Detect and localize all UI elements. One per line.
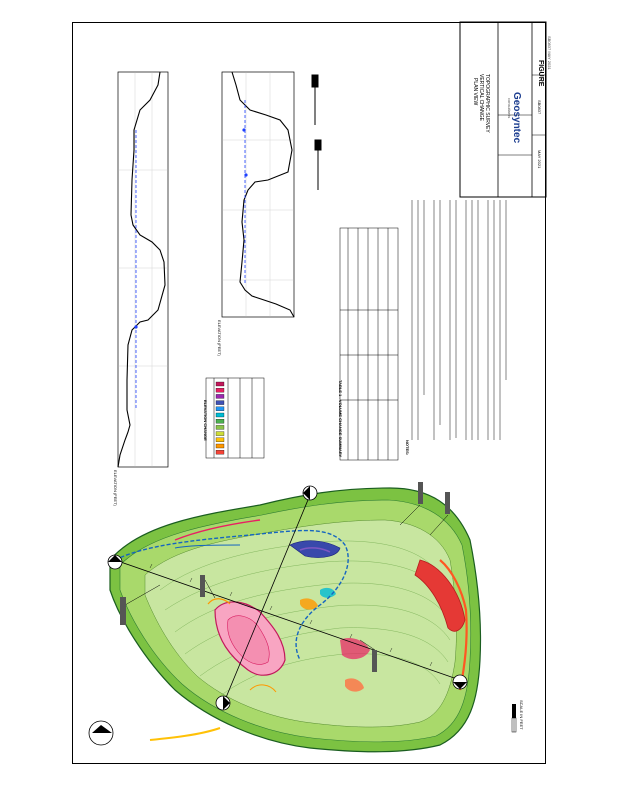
legend-title: ELEVATION CHANGE xyxy=(203,400,208,441)
legend-swatch xyxy=(216,425,224,429)
figure-label: FIGURE xyxy=(537,60,544,87)
project-number: SB0837 xyxy=(537,100,542,115)
legend-swatch xyxy=(216,450,224,454)
north-label: N xyxy=(98,729,104,734)
profile-top-ylabel: ELEVATION (FEET) xyxy=(113,470,118,506)
legend-swatch xyxy=(216,419,224,423)
section-marker-b1 xyxy=(303,486,317,500)
notes-heading: NOTES: xyxy=(405,440,410,456)
legend-swatch xyxy=(216,432,224,436)
company-logo: Geosyntec xyxy=(511,92,522,144)
title-line-3: PLAN VIEW xyxy=(472,78,478,106)
title-date: MAY 2021 xyxy=(537,150,542,169)
title-line-2: VERTICAL CHANGE xyxy=(478,74,484,121)
notes-lines xyxy=(412,200,506,440)
legend xyxy=(206,378,264,458)
profile-top-line xyxy=(118,72,165,467)
profile-bottom xyxy=(222,72,294,317)
profile-bottom-ylabel: ELEVATION (FEET) xyxy=(217,320,222,356)
legend-swatch xyxy=(216,413,224,417)
plan-view xyxy=(108,482,481,752)
profile-scale-bars xyxy=(312,75,321,190)
profile-top xyxy=(118,72,168,467)
company-subtitle: consultants xyxy=(507,98,512,119)
title-line-1: TOPOGRAPHIC SURVEY xyxy=(484,74,490,133)
profile-bottom-line xyxy=(232,72,294,317)
plan-scale-label: SCALE IN FEET xyxy=(519,700,524,730)
footer-text: SB0837 MAY 2021 xyxy=(547,36,552,70)
plan-scale-bar xyxy=(512,704,516,732)
volume-table xyxy=(340,228,398,460)
legend-swatch xyxy=(216,382,224,386)
legend-swatch xyxy=(216,401,224,405)
volume-table-title: TABLE 1 - VOLUME CHANGE SUMMARY xyxy=(338,380,343,458)
legend-swatch xyxy=(216,394,224,398)
title-block-frame xyxy=(460,22,546,197)
section-marker-a1 xyxy=(108,555,122,569)
legend-swatch xyxy=(216,444,224,448)
legend-swatch xyxy=(216,438,224,442)
legend-swatch xyxy=(216,407,224,411)
section-marker-a2 xyxy=(453,675,467,689)
legend-swatch xyxy=(216,388,224,392)
section-marker-b2 xyxy=(216,696,230,710)
